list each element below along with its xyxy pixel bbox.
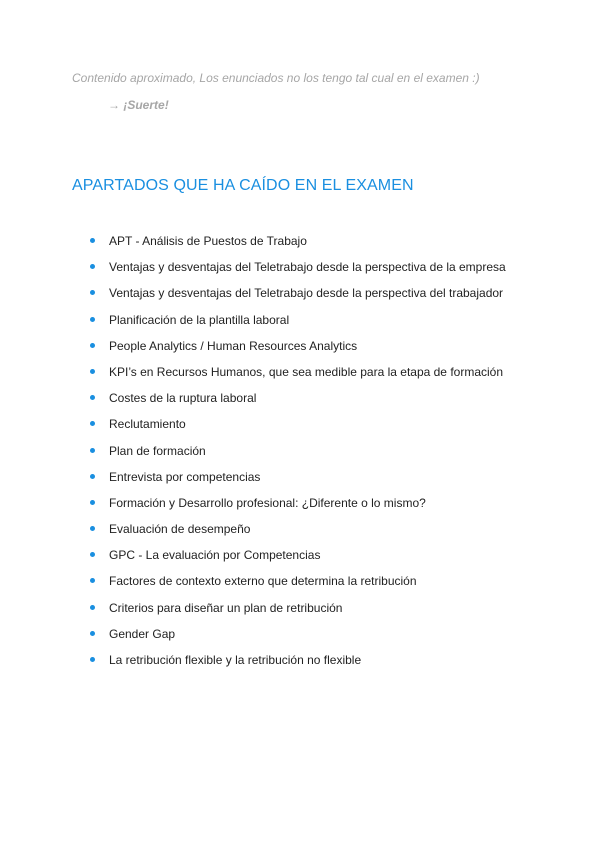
luck-line xyxy=(108,98,169,112)
bullet-icon xyxy=(90,264,95,269)
list-item-text: La retribución flexible y la retribución no flexible xyxy=(109,653,362,667)
bullet-icon xyxy=(90,500,95,505)
list-item-text: KPI’s en Recursos Humanos, que sea medible para la etapa de formación xyxy=(109,364,504,379)
bullet-icon xyxy=(90,395,95,400)
bullet-icon xyxy=(90,369,95,374)
bullet-icon xyxy=(90,238,95,243)
list-item-text: Reclutamiento xyxy=(109,417,186,432)
list-item-text: People Analytics / Human Resources Analytics xyxy=(109,338,358,353)
list-item-text: Evaluación de desempeño xyxy=(109,522,251,537)
list-item-text: Criterios para diseñar un plan de retribución xyxy=(109,600,343,615)
bullet-icon xyxy=(90,448,95,453)
list-item-text: Entrevista por competencias xyxy=(109,469,261,484)
list-item-text: APT - Análisis de Puestos de Trabajo xyxy=(109,234,307,248)
list-item-text: Plan de formación xyxy=(109,443,206,458)
luck-text: ¡Suerte! xyxy=(123,98,169,112)
list-item-text: Ventajas y desventajas del Teletrabajo desde la perspectiva de la empresa xyxy=(109,260,506,275)
bullet-icon xyxy=(90,552,95,557)
bullet-icon xyxy=(90,343,95,348)
list-item-text: Formación y Desarrollo profesional: ¿Diferente o lo mismo? xyxy=(109,495,426,510)
bullet-icon xyxy=(90,526,95,531)
bullet-icon xyxy=(90,421,95,426)
bullet-icon xyxy=(90,474,95,479)
bullet-icon xyxy=(90,290,95,295)
list-item-text: Planificación de la plantilla laboral xyxy=(109,312,290,327)
list-item-text: Factores de contexto externo que determina la retribución xyxy=(109,574,417,589)
list-item-text: Ventajas y desventajas del Teletrabajo desde la perspectiva del trabajador xyxy=(109,286,504,301)
bullet-icon xyxy=(90,578,95,583)
intro-note: Contenido aproximado, Los enunciados no los tengo tal cual en el examen :) xyxy=(72,71,480,85)
bullet-icon xyxy=(90,605,95,610)
list-item-text: GPC - La evaluación por Competencias xyxy=(109,548,321,563)
bullet-icon xyxy=(90,631,95,636)
list-item-text: Costes de la ruptura laboral xyxy=(109,391,257,406)
section-title: APARTADOS QUE HA CAÍDO EN EL EXAMEN xyxy=(72,177,414,194)
bullet-icon xyxy=(90,657,95,662)
arrow-icon: → xyxy=(108,98,120,112)
list-item-text: Gender Gap xyxy=(109,626,176,641)
bullet-icon xyxy=(90,317,95,322)
